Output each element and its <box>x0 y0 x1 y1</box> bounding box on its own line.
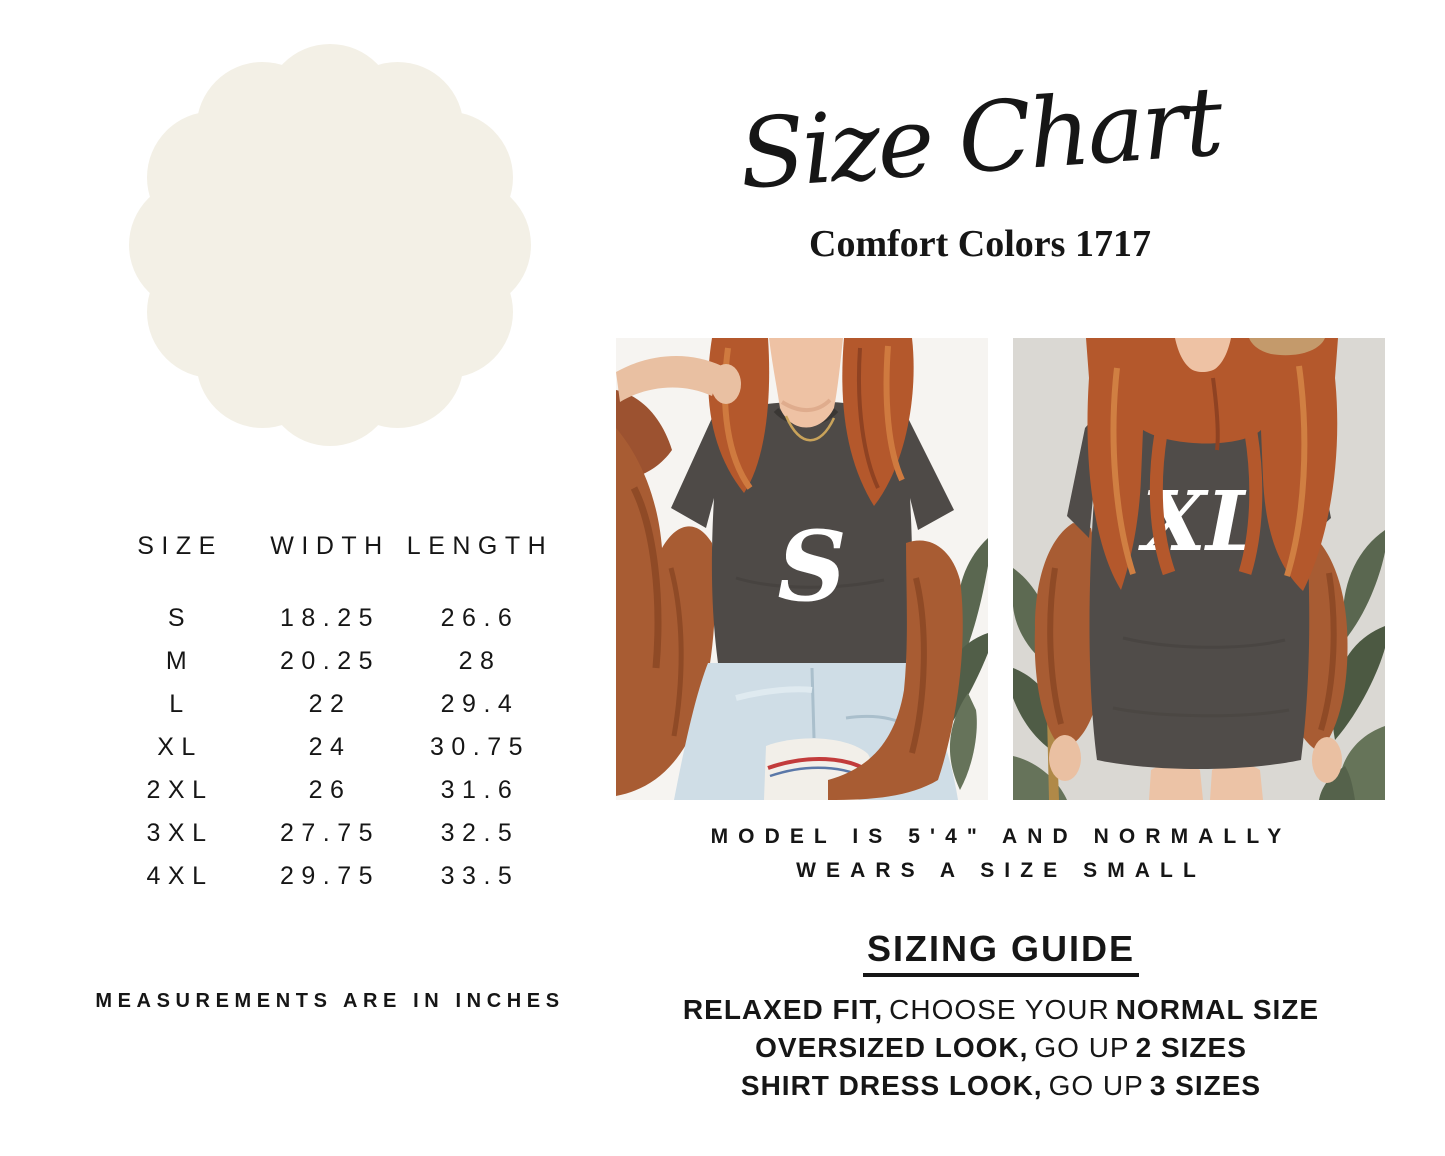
measurements-note: MEASUREMENTS ARE IN INCHES <box>95 990 565 1012</box>
cell-length: 28 <box>458 647 502 675</box>
cell-size: 3XL <box>146 819 214 847</box>
size-table <box>100 532 560 898</box>
cell-size: XL <box>157 733 203 761</box>
cell-length: 31.6 <box>440 776 520 804</box>
table-row <box>100 855 560 898</box>
cell-size: 2XL <box>146 776 214 804</box>
sizing-guide <box>615 928 1387 1105</box>
guide-mid: GO UP <box>1034 1032 1130 1063</box>
guide-mid: CHOOSE YOUR <box>889 994 1110 1025</box>
cell-length: 26.6 <box>440 604 520 632</box>
model-caption <box>615 820 1387 888</box>
cell-length: 32.5 <box>440 819 520 847</box>
size-table-header <box>100 532 560 561</box>
table-row <box>100 769 560 812</box>
shirt-size-label-xl: XL <box>1142 474 1264 570</box>
sizing-guide-lines <box>615 991 1387 1105</box>
cell-width: 26 <box>308 776 352 804</box>
header-length: LENGTH <box>406 532 554 560</box>
model-photo-size-xl <box>1013 338 1385 800</box>
guide-lead: RELAXED FIT, <box>682 994 884 1025</box>
header-width: WIDTH <box>270 532 390 560</box>
table-row <box>100 683 560 726</box>
model-photo-s-illustration <box>616 338 988 800</box>
shirt-size-label-s: S <box>777 510 847 623</box>
scallop-shape <box>120 35 540 455</box>
sizing-guide-title: SIZING GUIDE <box>863 928 1139 977</box>
guide-lead: SHIRT DRESS LOOK, <box>740 1070 1043 1101</box>
cell-size: S <box>167 604 193 632</box>
model-photo-xl-illustration <box>1013 338 1385 800</box>
guide-line-shirt-dress <box>615 1067 1387 1105</box>
cell-length: 33.5 <box>440 862 520 890</box>
guide-line-relaxed <box>615 991 1387 1029</box>
cell-width: 29.75 <box>279 862 381 890</box>
cell-length: 30.75 <box>429 733 531 761</box>
cell-size: L <box>169 690 191 718</box>
cell-width: 27.75 <box>279 819 381 847</box>
guide-line-oversized <box>615 1029 1387 1067</box>
size-table-body <box>100 597 560 898</box>
model-caption-line2: WEARS A SIZE SMALL <box>796 859 1206 882</box>
guide-tail: 2 SIZES <box>1135 1032 1247 1063</box>
model-caption-line1: MODEL IS 5'4" AND NORMALLY <box>710 825 1292 848</box>
guide-tail: NORMAL SIZE <box>1115 994 1320 1025</box>
cell-size: M <box>165 647 195 675</box>
guide-mid: GO UP <box>1048 1070 1144 1101</box>
table-row <box>100 726 560 769</box>
guide-tail: 3 SIZES <box>1149 1070 1262 1101</box>
header-size: SIZE <box>137 532 223 560</box>
cell-width: 22 <box>308 690 352 718</box>
table-row <box>100 640 560 683</box>
model-photo-size-s <box>616 338 988 800</box>
page-subtitle: Comfort Colors 1717 <box>809 223 1151 265</box>
table-row <box>100 812 560 855</box>
cell-width: 20.25 <box>279 647 381 675</box>
guide-lead: OVERSIZED LOOK, <box>755 1032 1029 1063</box>
cell-width: 24 <box>308 733 352 761</box>
cell-width: 18.25 <box>279 604 381 632</box>
page-title: Size Chart <box>735 65 1224 211</box>
cell-size: 4XL <box>146 862 214 890</box>
table-row <box>100 597 560 640</box>
cell-length: 29.4 <box>440 690 520 718</box>
